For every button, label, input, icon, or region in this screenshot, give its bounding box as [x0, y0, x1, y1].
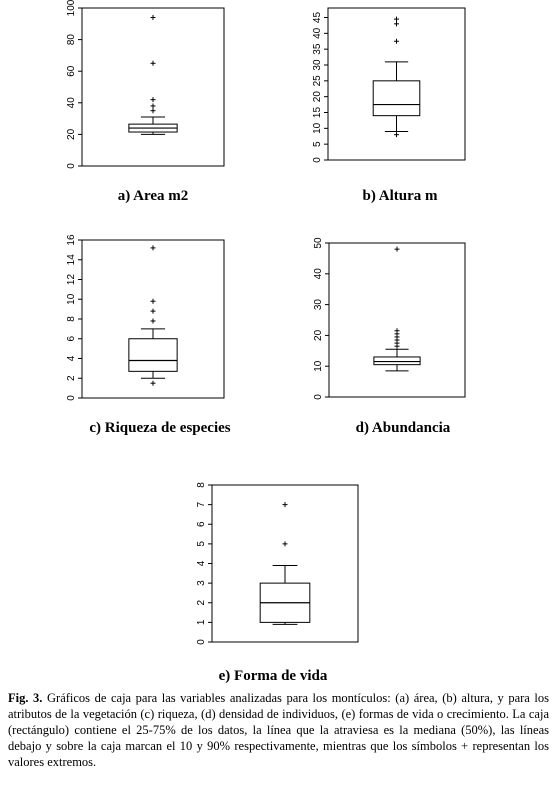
y-tick-label: 0 [313, 394, 324, 400]
extreme-point [395, 247, 400, 252]
extreme-point [394, 132, 399, 137]
y-tick-label: 0 [66, 395, 77, 401]
extreme-point [151, 97, 156, 102]
y-tick-label: 2 [66, 375, 77, 382]
panel-label: b) Altura m [362, 188, 438, 204]
y-tick-label: 20 [66, 128, 77, 140]
boxplot-panel [66, 234, 231, 436]
extreme-point [151, 299, 156, 304]
y-tick-label: 0 [66, 163, 77, 169]
y-tick-label: 35 [312, 43, 323, 55]
boxplot-panel [313, 237, 465, 436]
extreme-point [395, 328, 400, 333]
extreme-point [283, 502, 288, 507]
y-tick-label: 8 [66, 316, 77, 322]
y-tick-label: 14 [66, 254, 77, 266]
extreme-point [394, 21, 399, 26]
caption-text: Gráficos de caja para las variables analizadas para los montículos: (a) área, (b) altura, y para los atributos de la vegetación (c) riqueza, (d) densidad de individuos, (e) formas de vida o crecimiento. La caja (rectángulo) contiene el 25-75% de los datos, la línea que la atraviesa es la mediana (50%), las líneas debajo y sobre la caja marcan el 10 y 90% respectivamente, mientras que los símbolos + representan los valores extremos. [8, 691, 550, 769]
y-tick-label: 30 [312, 59, 323, 71]
y-tick-label: 40 [313, 268, 324, 280]
boxplot-panel [196, 482, 358, 684]
y-tick-label: 10 [313, 360, 324, 372]
y-tick-label: 16 [66, 234, 77, 246]
extreme-point [394, 39, 399, 44]
extreme-point [151, 309, 156, 314]
y-tick-label: 6 [196, 521, 207, 528]
plot-frame [329, 243, 465, 397]
y-tick-label: 6 [66, 335, 77, 342]
y-tick-label: 12 [66, 273, 77, 286]
panel-label: c) Riqueza de especies [89, 420, 231, 436]
y-tick-label: 10 [66, 293, 77, 305]
y-tick-label: 40 [66, 97, 77, 109]
plot-frame [82, 8, 224, 166]
figure-caption [8, 690, 549, 770]
y-tick-label: 25 [312, 75, 323, 87]
panel-label: e) Forma de vida [218, 668, 328, 684]
y-tick-label: 5 [196, 541, 207, 547]
boxplot-panel [66, 0, 224, 204]
y-tick-label: 50 [313, 237, 324, 249]
y-tick-label: 2 [196, 599, 207, 606]
y-tick-label: 45 [312, 11, 323, 24]
extreme-point [151, 245, 156, 250]
extreme-point [151, 103, 156, 108]
y-tick-label: 60 [66, 65, 77, 77]
y-tick-label: 20 [312, 91, 323, 103]
y-tick-label: 8 [196, 482, 207, 488]
extreme-point [151, 108, 156, 113]
y-tick-label: 4 [66, 355, 77, 362]
y-tick-label: 1 [196, 619, 207, 626]
panel-label: a) Area m2 [117, 188, 189, 204]
extreme-point [151, 15, 156, 20]
extreme-point [151, 61, 156, 66]
extreme-point [151, 318, 156, 323]
y-tick-label: 80 [66, 34, 77, 46]
panel-label: d) Abundancia [355, 420, 451, 436]
y-tick-label: 10 [312, 122, 323, 134]
extreme-point [151, 381, 156, 386]
y-tick-label: 0 [196, 639, 207, 645]
y-tick-label: 15 [312, 106, 323, 119]
y-tick-label: 0 [312, 157, 323, 163]
iqr-box [129, 339, 177, 372]
y-tick-label: 30 [313, 299, 324, 311]
y-tick-label: 40 [312, 27, 323, 39]
boxplot-panel [312, 8, 465, 204]
y-tick-label: 7 [196, 501, 207, 508]
caption-lead: Fig. 3. [8, 691, 43, 705]
extreme-point [283, 541, 288, 546]
y-tick-label: 5 [312, 141, 323, 147]
y-tick-label: 3 [196, 580, 207, 586]
y-tick-label: 100 [66, 0, 77, 17]
iqr-box [373, 81, 420, 116]
y-tick-label: 4 [196, 560, 207, 567]
extreme-point [394, 17, 399, 22]
iqr-box [374, 357, 420, 365]
y-tick-label: 20 [313, 329, 324, 341]
